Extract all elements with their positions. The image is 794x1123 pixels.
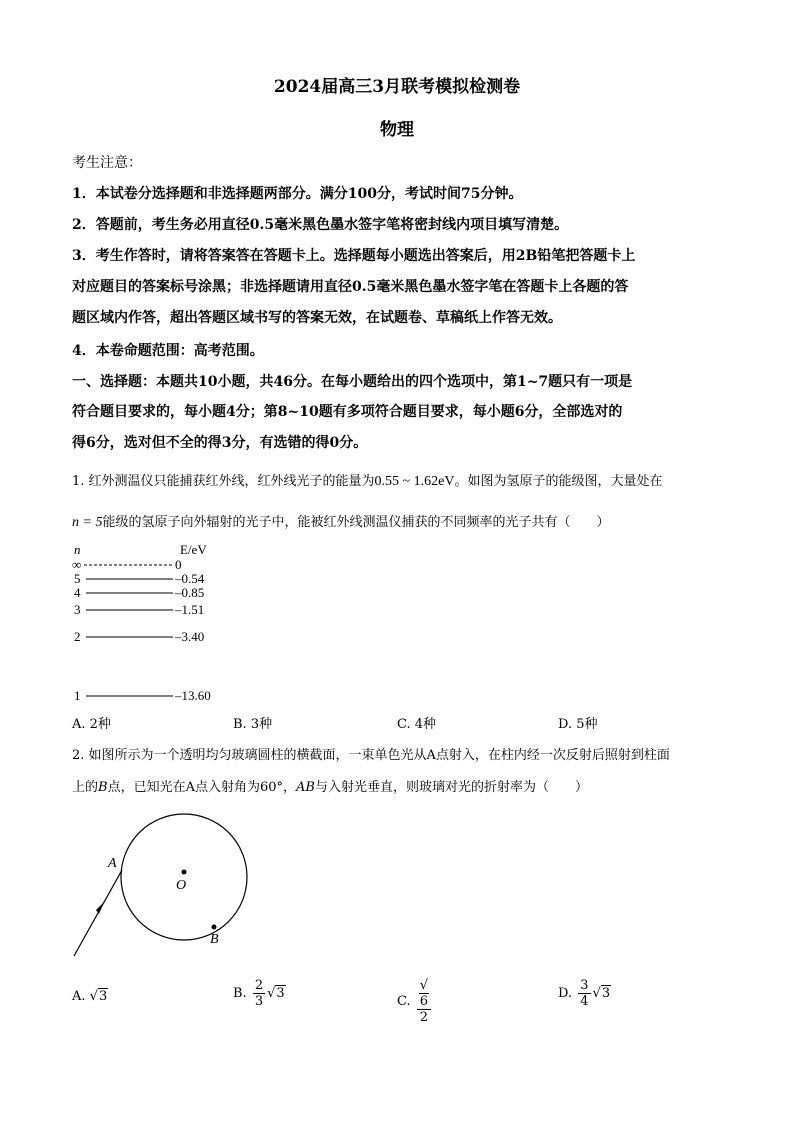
q2-option-b-den: 3 [254,994,264,1009]
exam-title: 2024届高三3月联考模拟检测卷 [273,77,521,97]
level-n-4: 4 [74,585,81,600]
q2-option-a-prefix: A. [72,989,86,1004]
point-b [212,925,217,930]
q1-level-n5: n = 5 [72,515,103,530]
q2-option-c-num: √ 6 [417,978,431,1010]
q2-option-c[interactable] [397,978,433,1025]
cylinder-circle [121,814,247,940]
level-e-2: –3.40 [175,629,205,644]
q2-point-b: B [98,780,108,795]
label-b: B [210,932,219,947]
level-e-4: –0.85 [175,585,205,600]
center-point-o [182,870,187,875]
section-1-line-3: 得6分，选对但不全的得3分，有选错的得0分。 [72,435,368,451]
q1-text-b: 。如图为氢原子的能级图，大量处在 [454,474,663,489]
q1-option-c[interactable]: C. 4种 [397,717,437,732]
level-n-5: 5 [74,571,81,586]
incident-ray [74,870,122,956]
note-item-3-line-1: 3．考生作答时，请将答案答在答题卡上。选择题每小题选出答案后，用2B铅笔把答题卡上 [72,248,636,264]
note-item-2: 2．答题前，考生务必用直径0.5毫米黑色墨水签字笔将密封线内项目填写清楚。 [72,217,569,233]
q2-text-c: 点，已知光在A点入射角为60°， [107,780,297,795]
section-1-line-2: 符合题目要求的，每小题4分；第8~10题有多项符合题目要求，每小题6分，全部选对的 [72,404,623,420]
q1-option-b[interactable]: B. 3种 [233,717,273,732]
level-e-inf: 0 [175,557,182,572]
q2-option-c-den: 2 [419,1010,429,1025]
level-n-3: 3 [74,602,81,617]
q2-option-c-radicand: 6 [419,994,429,1009]
q1-line-2 [72,511,609,531]
glass-cylinder-figure [68,804,258,964]
q2-option-d[interactable]: D. $\frac{3}{4}$ √3 [558,978,611,1009]
subject-title: 物理 [380,120,414,140]
diagram-n-label: n [74,542,81,557]
level-n-1: 1 [74,688,81,703]
energy-level-diagram [70,540,230,710]
q1-question-text: 能级的氢原子向外辐射的光子中，能被红外线测温仪捕获的不同频率的光子共有（ ） [102,515,610,530]
diagram-e-label: E/eV [180,542,207,557]
ray-arrow-icon [96,902,104,914]
level-n-inf: ∞ [72,557,82,572]
q2-option-c-prefix: C. [397,994,411,1009]
q2-option-a[interactable]: A. √3 [72,989,108,1004]
q2-option-b[interactable]: B. $\frac{2}{3}$ √3 [233,978,285,1009]
q1-line-1 [72,470,662,490]
section-1-line-1: 一、选择题：本题共10小题，共46分。在每小题给出的四个选项中，第1~7题只有一项是 [72,374,633,390]
q2-option-d-fraction [578,978,590,1009]
note-item-3-line-3: 题区域内作答，超出答题区域书写的答案无效，在试题卷、草稿纸上作答无效。 [72,310,562,326]
level-e-1: –13.60 [175,688,211,703]
note-item-1: 1．本试卷分选择题和非选择题两部分。满分100分，考试时间75分钟。 [72,186,523,202]
q1-text-a: 1. 红外测温仪只能捕获红外线，红外线光子的能量为 [72,474,375,489]
level-n-2: 2 [74,629,81,644]
q2-option-d-num: 3 [580,978,589,993]
q2-line-2 [72,776,588,795]
q1-option-a[interactable]: A. 2种 [72,717,111,732]
q2-option-b-fraction [253,978,265,1009]
label-o: O [176,878,187,893]
q2-option-b-radicand: 3 [276,986,285,1001]
note-item-4: 4．本卷命题范围：高考范围。 [72,343,264,359]
note-item-3-line-2: 对应题目的答案标号涂黑；非选择题请用直径0.5毫米黑色墨水签字笔在答题卡上各题的答 [72,279,629,295]
q2-segment-ab: AB [296,780,315,795]
q2-line-1: 2. 如图所示为一个透明均匀玻璃圆柱的横截面，一束单色光从A点射入，在柱内经一次反射后照射到柱面 [72,748,670,763]
q2-option-d-den: 4 [580,994,589,1009]
q2-option-b-num: 2 [254,978,264,993]
q1-option-d[interactable]: D. 5种 [558,717,598,732]
q2-option-d-prefix: D. [558,986,573,1001]
label-a: A [108,856,117,871]
notes-heading: 考生注意： [72,155,142,171]
q2-option-b-prefix: B. [233,986,247,1001]
q2-option-a-radicand: 3 [98,989,108,1004]
q2-option-c-fraction [417,978,431,1025]
q2-option-d-radicand: 3 [601,986,611,1001]
q2-text-a: 上的 [72,780,99,795]
level-e-5: –0.54 [175,571,205,586]
level-e-3: –1.51 [175,602,205,617]
q2-text-e: 与入射光垂直，则玻璃对光的折射率为（ ） [314,780,588,795]
q1-energy-range: 0.55 ~ 1.62eV [374,474,455,489]
